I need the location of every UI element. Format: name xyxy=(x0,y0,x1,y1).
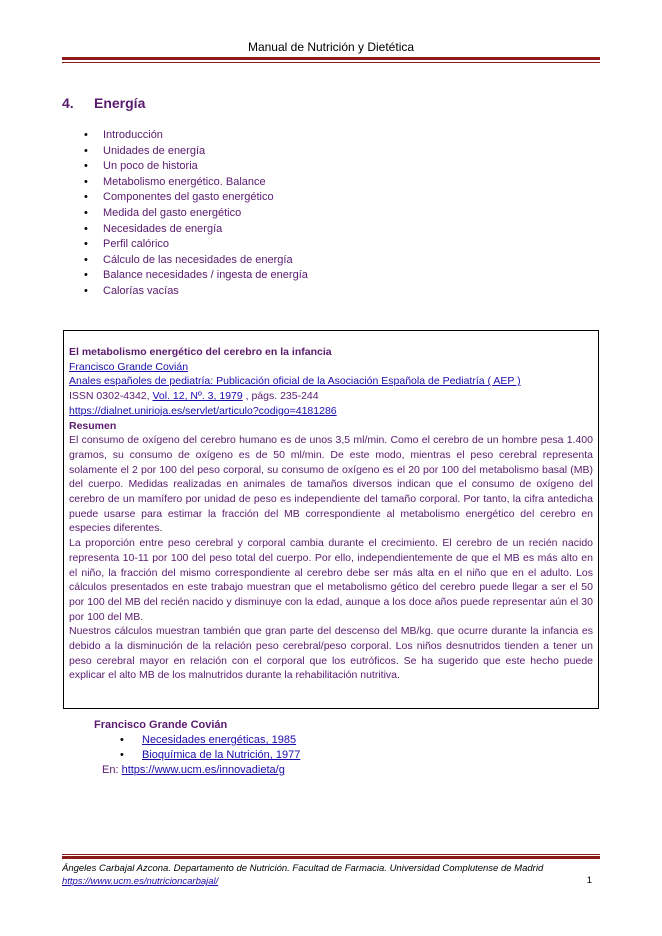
topic-item: • Un poco de historia xyxy=(84,159,308,175)
section-number: 4. xyxy=(62,95,74,111)
references-block xyxy=(94,718,300,778)
article-abstract-box xyxy=(63,330,599,709)
footer xyxy=(62,862,543,888)
topic-item: • Metabolismo energético. Balance xyxy=(84,175,308,191)
footer-divider-thick xyxy=(62,856,600,859)
abstract-paragraph: Nuestros cálculos muestran también que gran parte del descenso del MB/kg. que ocurre durante la infancia es debido a la disminución de la relación peso cerebral/peso corporal. Los niños desnutridos tienden a tener un peso cerebral mayor en relación con el corporal que los eutróficos. Se ha sugerido que este hecho puede explicar el alto MB de los malnutridos durante la rehabilitación nutritiva. xyxy=(69,625,593,682)
references-author: Francisco Grande Covián xyxy=(94,719,228,731)
source-line xyxy=(94,763,300,778)
pages-text: , págs. 235-244 xyxy=(242,390,319,403)
citation-line xyxy=(69,389,593,404)
header-divider-thin xyxy=(62,62,600,63)
topic-item: • Balance necesidades / ingesta de energía xyxy=(84,268,308,284)
section-heading xyxy=(62,95,145,111)
topic-item: • Calorías vacías xyxy=(84,284,308,300)
topic-item: • Unidades de energía xyxy=(84,144,308,160)
abstract-paragraph: La proporción entre peso cerebral y corporal cambia durante el crecimiento. El cerebro de un recién nacido representa 10-11 por 100 del peso total del cuerpo. Por ello, independientemente de que el MB es más alto en el niño, la fracción del mismo correspondiente al cerebro debe ser más alta en el niño que en el adulto. Los cálculos presentados en este trabajo muestran que el metabolismo gético del cerebro puede llegar a ser el 50 por 100 del MB del recién nacido y disminuye con la edad, aunque a los doce años puede representar aún el 30 por 100 del MB. xyxy=(69,537,593,623)
article-title: El metabolismo energético del cerebro en la infancia xyxy=(69,346,332,358)
topic-item: • Componentes del gasto energético xyxy=(84,190,308,206)
author-link[interactable]: Francisco Grande Covián xyxy=(69,360,189,373)
page-number: 1 xyxy=(586,875,592,886)
footer-credit: Ángeles Carbajal Azcona. Departamento de Nutrición. Facultad de Farmacia. Universidad Complutense de Madrid xyxy=(62,863,544,874)
reference-link[interactable]: Necesidades energéticas, 1985 xyxy=(142,734,297,746)
source-label: En: xyxy=(102,764,122,776)
reference-item xyxy=(120,733,300,748)
topic-item: • Cálculo de las necesidades de energía xyxy=(84,253,308,269)
reference-item xyxy=(120,748,300,763)
section-title: Energía xyxy=(94,95,146,111)
journal-link[interactable]: Anales españoles de pediatría: Publicación oficial de la Asociación Española de Pediatría ( AEP ) xyxy=(69,375,521,388)
topic-item: • Medida del gasto energético xyxy=(84,206,308,222)
article-url-link[interactable]: https://dialnet.unirioja.es/servlet/articulo?codigo=4181286 xyxy=(69,404,337,417)
header-divider-thick xyxy=(62,57,600,60)
topic-item: • Necesidades de energía xyxy=(84,222,308,238)
volume-link[interactable]: Vol. 12, Nº. 3, 1979 xyxy=(152,390,243,403)
resumen-label: Resumen xyxy=(69,419,117,432)
topic-item: • Introducción xyxy=(84,128,308,144)
footer-divider-thin xyxy=(62,854,600,855)
reference-link[interactable]: Bioquímica de la Nutrición, 1977 xyxy=(142,749,301,761)
references-list xyxy=(94,733,300,763)
issn-text: ISSN 0302-4342, xyxy=(69,390,153,403)
topic-list xyxy=(84,128,308,300)
abstract-paragraph: El consumo de oxígeno del cerebro humano es de unos 3,5 ml/min. Como el cerebro de un hombre pesa 1.400 gramos, su consumo de oxígeno es de 50 ml/min. De este modo, mientras el peso cerebral representa solamente el 2 por 100 del peso corporal, su consumo de oxígeno es el 20 por 100 del metabolismo basal (MB) del cuerpo. Medidas realizadas en animales de tamaños diversos indican que el consumo de oxígeno del cerebro de un mamífero por unidad de peso es independiente del tamaño corporal. Por tanto, la cifra antedicha puede usarse para estimar la fracción del MB correspondiente al metabolismo energético del cerebro en especies diferentes. xyxy=(69,434,593,535)
topic-item: • Perfil calórico xyxy=(84,237,308,253)
page-header-title: Manual de Nutrición y Dietética xyxy=(247,40,415,54)
footer-link[interactable]: https://www.ucm.es/nutricioncarbajal/ xyxy=(62,876,219,887)
source-link[interactable]: https://www.ucm.es/innovadieta/g xyxy=(121,764,285,776)
